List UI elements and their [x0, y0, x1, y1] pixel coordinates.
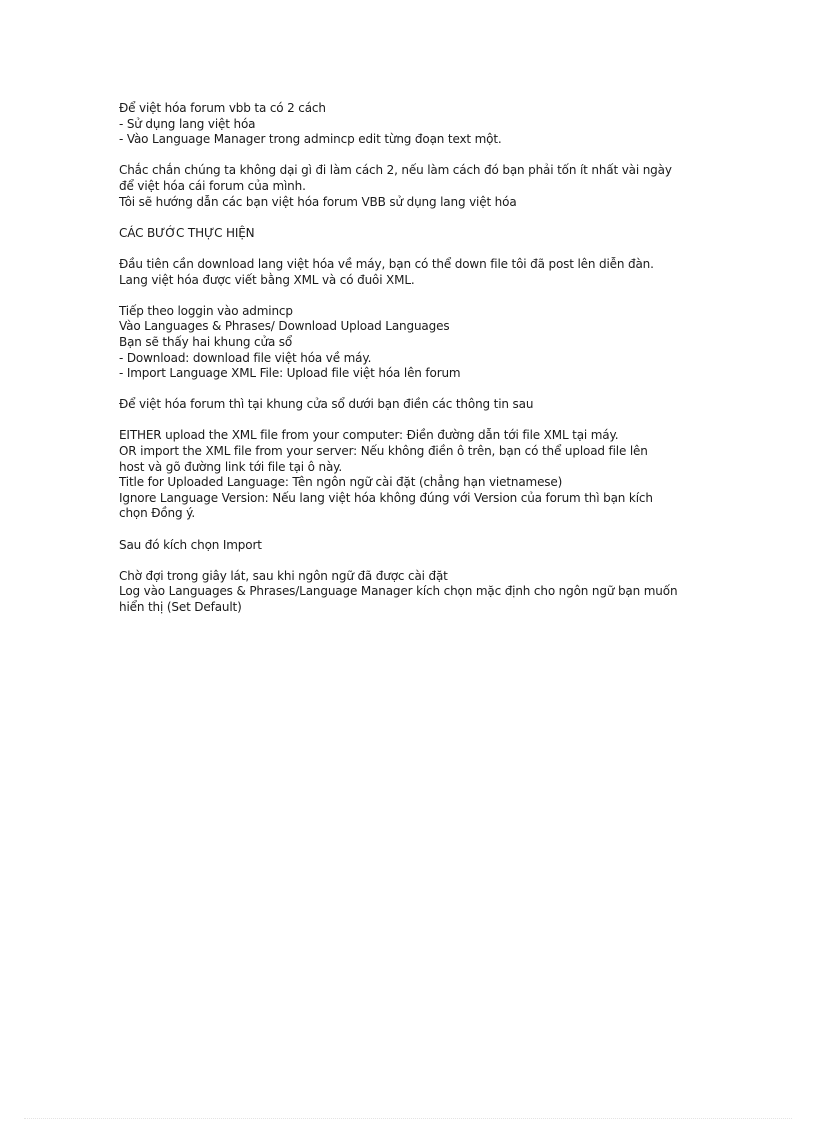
- text-line: EITHER upload the XML file from your computer: Điền đường dẫn tới file XML tại máy.: [119, 428, 619, 443]
- text-line: - Sử dụng lang việt hóa: [119, 116, 256, 131]
- paragraph-intro: [119, 101, 709, 148]
- text-line: Title for Uploaded Language: Tên ngôn ngữ cài đặt (chẳng hạn vietnamese): [119, 475, 563, 490]
- text-line: Tôi sẽ hướng dẫn các bạn việt hóa forum VBB sử dụng lang việt hóa: [119, 194, 517, 209]
- text-line: chọn Đồng ý.: [119, 506, 196, 521]
- text-line: Bạn sẽ thấy hai khung cửa sổ: [119, 334, 293, 349]
- text-line: host và gõ đường link tới file tại ô này.: [119, 459, 343, 474]
- text-line: Log vào Languages & Phrases/Language Manager kích chọn mặc định cho ngôn ngữ bạn muốn: [119, 584, 678, 599]
- paragraph-download: [119, 257, 709, 288]
- text-line: - Import Language XML File: Upload file việt hóa lên forum: [119, 366, 461, 381]
- heading-text: CÁC BƯỚC THỰC HIỆN: [119, 225, 255, 240]
- text-line: Chắc chắn chúng ta không dại gì đi làm cách 2, nếu làm cách đó bạn phải tốn ít nhất vài ngày: [119, 163, 672, 178]
- text-line: Đầu tiên cần download lang việt hóa về máy, bạn có thể down file tôi đã post lên diễn đàn.: [119, 256, 654, 271]
- paragraph-field-descriptions: [119, 428, 709, 522]
- paragraph-fill-info: [119, 397, 709, 413]
- paragraph-rationale: [119, 163, 709, 210]
- text-line: Ignore Language Version: Nếu lang việt hóa không đúng với Version của forum thì bạn kích: [119, 490, 653, 505]
- text-line: Để việt hóa forum thì tại khung cửa sổ dưới bạn điền các thông tin sau: [119, 397, 534, 412]
- text-line: Lang việt hóa được viết bằng XML và có đuôi XML.: [119, 272, 415, 287]
- text-line: Vào Languages & Phrases/ Download Upload Languages: [119, 319, 450, 334]
- page-bottom-rule: [24, 1118, 792, 1119]
- paragraph-import: [119, 538, 709, 554]
- section-heading: [119, 226, 709, 242]
- document-body: [119, 101, 709, 631]
- text-line: hiển thị (Set Default): [119, 600, 242, 614]
- text-line: Để việt hóa forum vbb ta có 2 cách: [119, 101, 326, 115]
- text-line: Sau đó kích chọn Import: [119, 537, 262, 552]
- text-line: - Download: download file việt hóa về máy.: [119, 350, 372, 365]
- text-line: Chờ đợi trong giây lát, sau khi ngôn ngữ đã được cài đặt: [119, 568, 448, 583]
- paragraph-login-steps: [119, 304, 709, 382]
- text-line: Tiếp theo loggin vào admincp: [119, 303, 293, 318]
- text-line: OR import the XML file from your server: Nếu không điền ô trên, bạn có thể upload file lên: [119, 444, 648, 459]
- text-line: để việt hóa cái forum của mình.: [119, 178, 306, 193]
- text-line: - Vào Language Manager trong admincp edit từng đoạn text một.: [119, 132, 502, 147]
- paragraph-set-default: [119, 569, 709, 616]
